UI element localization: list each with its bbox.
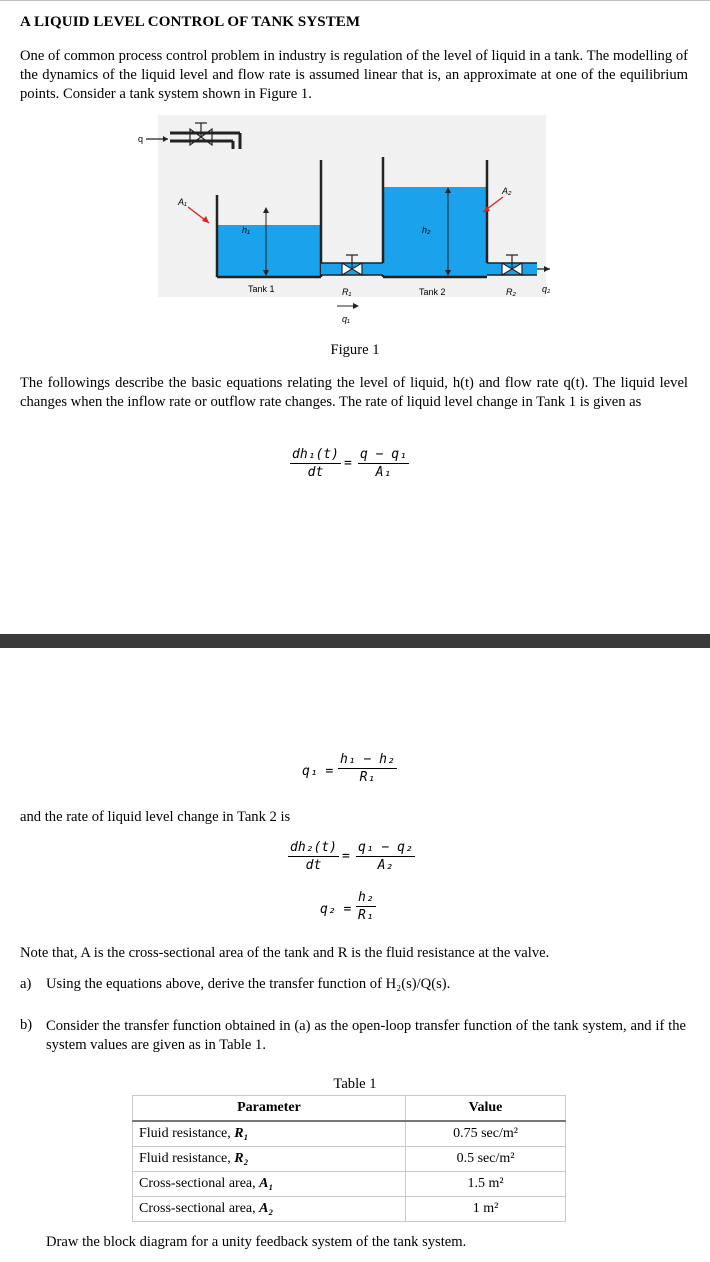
label-r2: R₂ <box>506 287 516 297</box>
value-cell: 1.5 m² <box>406 1172 566 1197</box>
final-instruction: Draw the block diagram for a unity feedback system of the tank system. <box>46 1234 467 1250</box>
param-name: Cross-sectional area, <box>139 1176 256 1191</box>
equation-4 <box>320 890 420 930</box>
label-h1: h₁ <box>242 225 250 235</box>
eq4-lhs: q₂ = <box>320 902 352 917</box>
tank-system-figure <box>130 115 550 330</box>
eq3-rhs-denominator: A₂ <box>377 858 394 873</box>
eq1-rhs-denominator: A₁ <box>375 465 392 480</box>
param-name: Fluid resistance, <box>139 1126 231 1141</box>
tank1-water <box>217 225 321 276</box>
param-cell <box>133 1121 406 1147</box>
figure-caption: Figure 1 <box>330 342 380 358</box>
label-tank2: Tank 2 <box>419 287 446 297</box>
intro-paragraph: One of common process control problem in industry is regulation of the level of liquid in a tank. The modelling of the dynamics of the liquid level and flow rate is assumed linear that is, an approximate at one of the equilibrium points. Consider a tank system shown in Figure 1. <box>20 48 688 102</box>
question-a-text: Using the equations above, derive the transfer function of H₂(s)/Q(s). <box>46 976 451 992</box>
param-cell <box>133 1172 406 1197</box>
equation-2 <box>302 752 452 792</box>
eq1-lhs-denominator: dt <box>307 465 324 480</box>
tank2-paragraph: and the rate of liquid level change in Tank 2 is <box>20 809 291 825</box>
param-symbol: R₁ <box>234 1126 249 1141</box>
param-cell <box>133 1197 406 1222</box>
label-a2: A₂ <box>502 186 512 196</box>
table-caption: Table 1 <box>333 1076 377 1092</box>
value-cell: 1 m² <box>406 1197 566 1222</box>
q2-arrow-icon <box>544 266 550 272</box>
param-symbol: A₁ <box>259 1176 274 1191</box>
question-b-text: Consider the transfer function obtained in (a) as the open-loop transfer function of the tank system, and if the system values are given as in Table 1. <box>46 1018 686 1053</box>
label-r1: R₁ <box>342 287 352 297</box>
label-q1: q₁ <box>342 314 350 324</box>
equation-3: $\frac{\text{dh₂(t)}}{dt}$ = $\frac{\text{q₁ − q₂}}{\text{A₂}}$ <box>290 840 413 873</box>
eq2-lhs: q₁ = <box>302 764 334 779</box>
label-tank1: Tank 1 <box>248 284 275 294</box>
table-header-row <box>133 1096 566 1122</box>
page-title: A LIQUID LEVEL CONTROL OF TANK SYSTEM <box>20 14 361 30</box>
eq3-lhs-numerator: dh₂(t) <box>290 840 337 855</box>
table-row <box>133 1121 566 1147</box>
header-value: Value <box>406 1096 566 1122</box>
param-name: Fluid resistance, <box>139 1151 231 1166</box>
label-a1: A₁ <box>178 197 187 207</box>
param-symbol: R₂ <box>234 1151 249 1166</box>
page-break-divider <box>0 634 710 648</box>
eq2-numerator: h₁ − h₂ <box>340 752 395 767</box>
table-row <box>133 1172 566 1197</box>
label-q: q <box>138 134 144 144</box>
note-paragraph: Note that, A is the cross-sectional area of the tank and R is the fluid resistance at the valve. <box>20 945 550 961</box>
eq3-lhs-denominator: dt <box>305 858 322 873</box>
value-cell: 0.75 sec/m² <box>406 1121 566 1147</box>
table-row <box>133 1147 566 1172</box>
eq4-numerator: h₂ <box>358 890 374 905</box>
eq1-rhs-numerator: q − q₁ <box>360 447 407 462</box>
top-rule <box>0 0 710 1</box>
parameter-table <box>132 1095 566 1222</box>
description-paragraph: The followings describe the basic equations relating the level of liquid, h(t) and flow rate q(t). The liquid level changes when the inflow rate or outflow rate changes. The rate of liquid level change in Tank 1 is given as <box>20 375 688 410</box>
label-q2: q₂ <box>542 284 550 294</box>
param-cell <box>133 1147 406 1172</box>
eq2-denominator: R₁ <box>359 770 376 785</box>
value-cell: 0.5 sec/m² <box>406 1147 566 1172</box>
eq1-lhs-numerator: dh₁(t) <box>292 447 339 462</box>
eq4-denominator: R₁ <box>358 908 374 923</box>
question-b-marker: b) <box>20 1017 33 1033</box>
equation-1: $\frac{\text{dh₁(t)}}{dt}$ = $\frac{\text{q − q₁}}{\text{A₁}}$ <box>292 447 407 480</box>
param-name: Cross-sectional area, <box>139 1201 256 1216</box>
label-h2: h₂ <box>422 225 431 235</box>
eq3-rhs-numerator: q₁ − q₂ <box>358 840 413 855</box>
question-a-marker: a) <box>20 976 32 992</box>
tank2-water <box>383 187 487 276</box>
header-parameter: Parameter <box>133 1096 406 1122</box>
table-row <box>133 1197 566 1222</box>
param-symbol: A₂ <box>259 1201 274 1216</box>
